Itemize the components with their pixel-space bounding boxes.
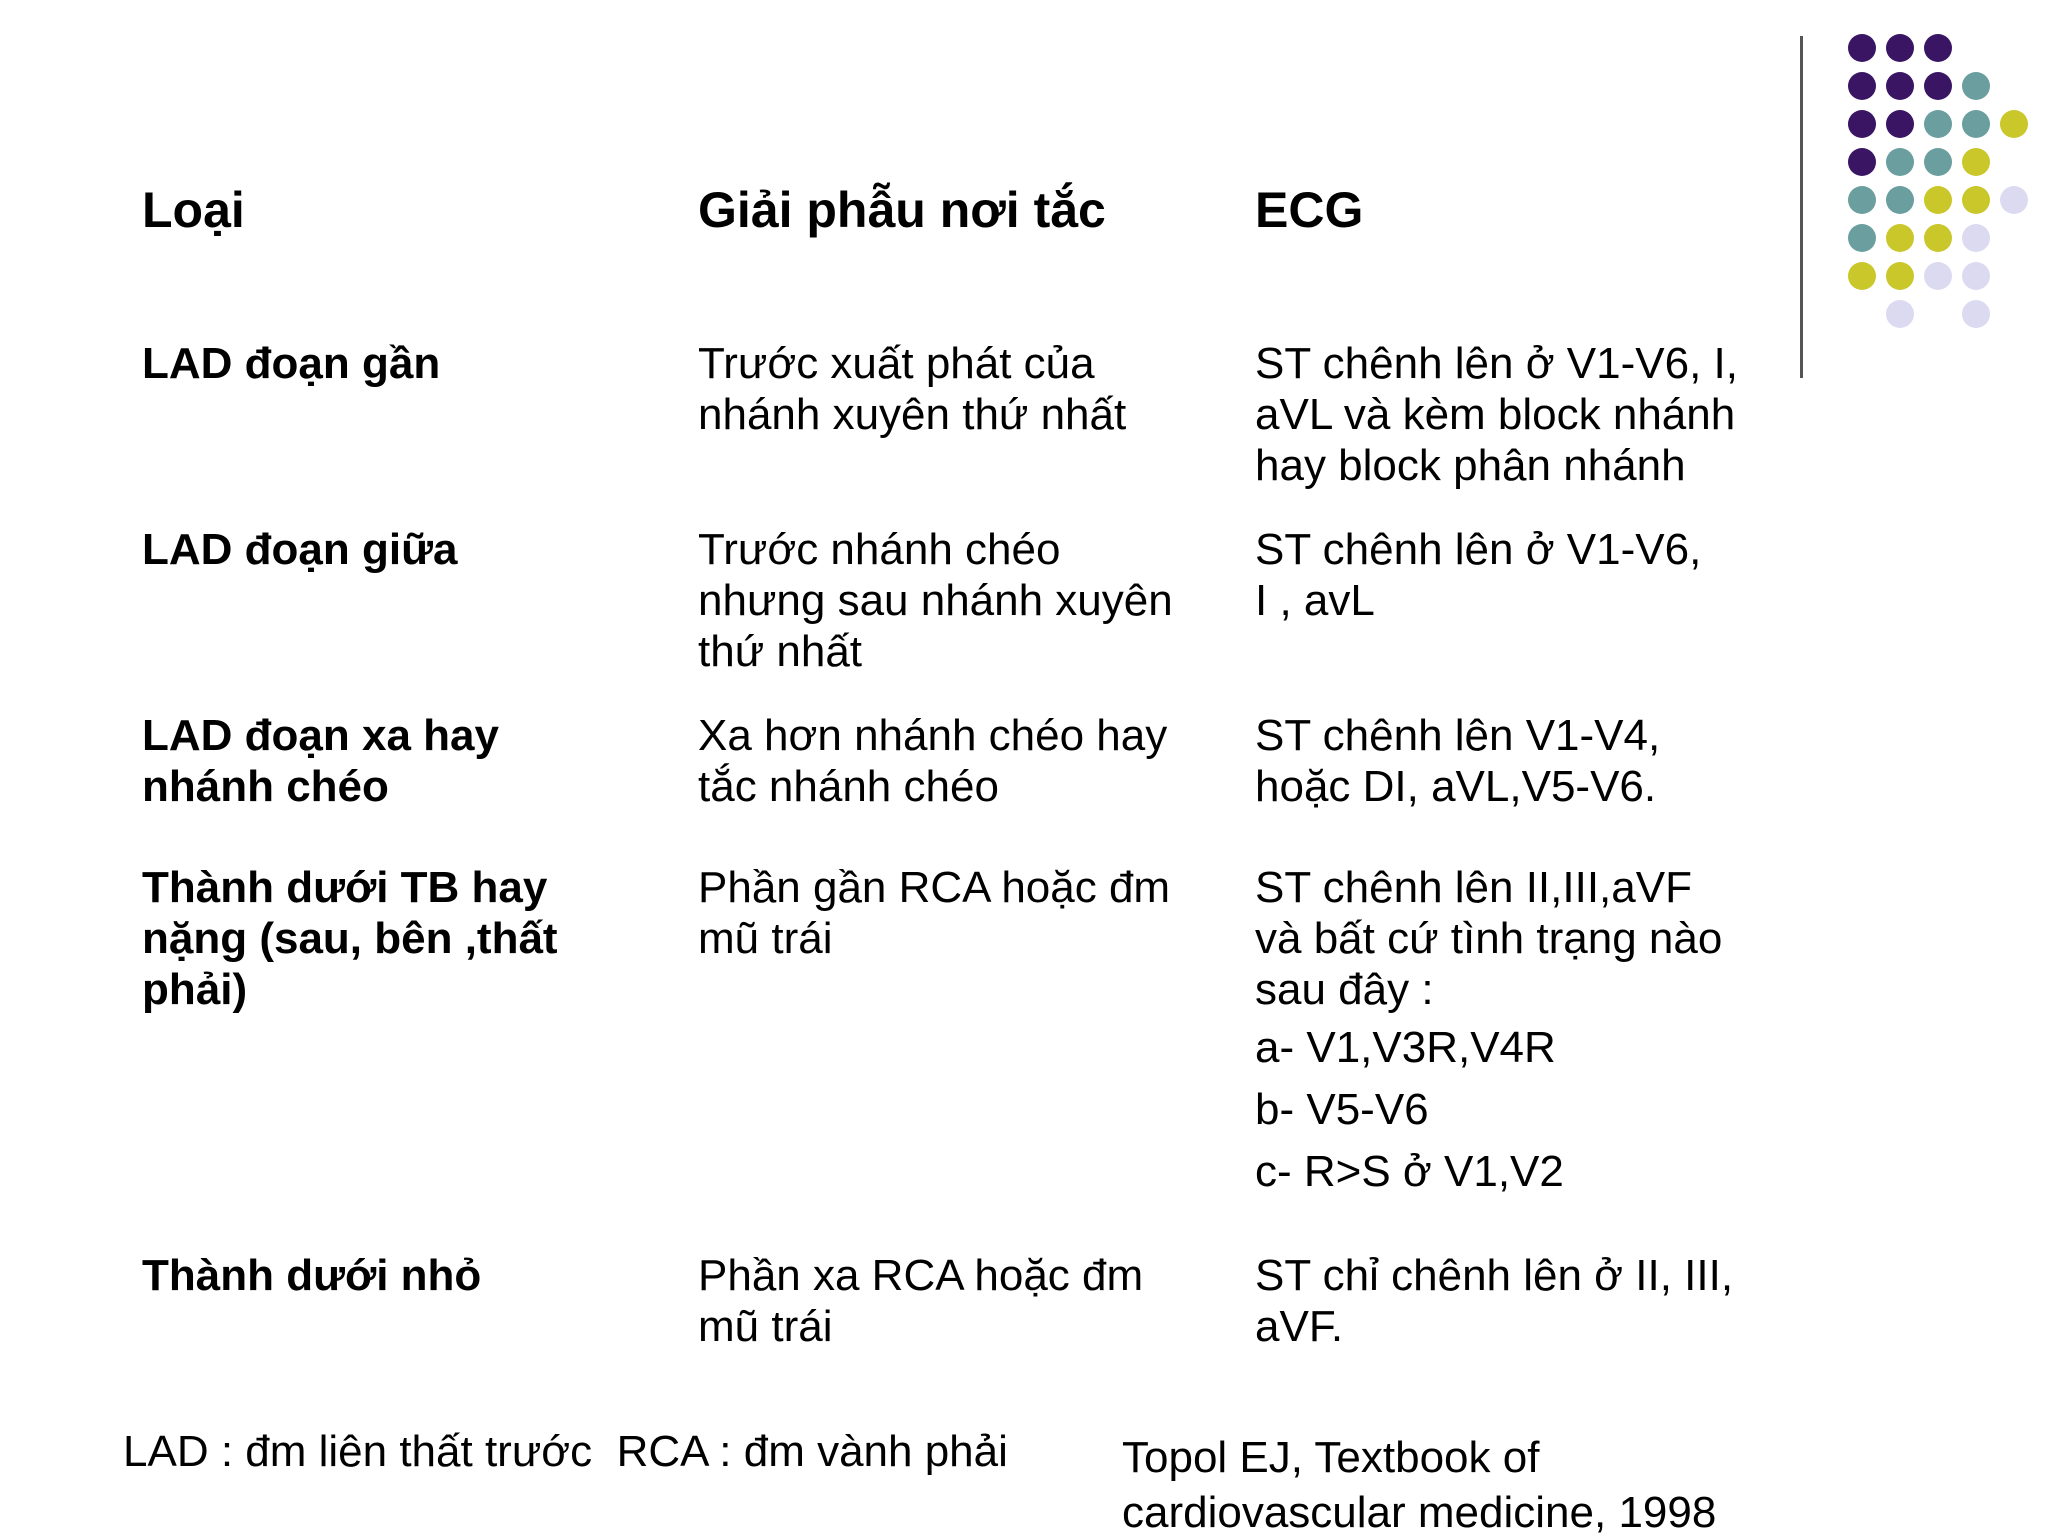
decorative-dot bbox=[1924, 148, 1952, 176]
decorative-dot bbox=[1962, 110, 1990, 138]
decorative-dot bbox=[1886, 224, 1914, 252]
row2-ecg: ST chênh lên ở V1-V6, I , avL bbox=[1255, 525, 1702, 625]
decorative-dot bbox=[1886, 34, 1914, 62]
decorative-dot bbox=[2000, 110, 2028, 138]
row1-type: LAD đoạn gần bbox=[142, 339, 441, 388]
decorative-dot bbox=[1848, 72, 1876, 100]
decorative-dot bbox=[1924, 72, 1952, 100]
decorative-dot bbox=[1886, 148, 1914, 176]
row4-type: Thành dưới TB hay nặng (sau, bên ,thất phải) bbox=[142, 863, 558, 1014]
decorative-dot bbox=[1962, 186, 1990, 214]
decorative-dot bbox=[1848, 34, 1876, 62]
decorative-dot bbox=[1886, 300, 1914, 328]
decorative-dot bbox=[1962, 72, 1990, 100]
row2-type: LAD đoạn giữa bbox=[142, 525, 458, 574]
decorative-dot bbox=[1886, 186, 1914, 214]
row3-ecg: ST chênh lên V1-V4, hoặc DI, aVL,V5-V6. bbox=[1255, 711, 1661, 811]
decorative-dot bbox=[1924, 186, 1952, 214]
decorative-dot bbox=[1848, 110, 1876, 138]
row2-anatomy: Trước nhánh chéo nhưng sau nhánh xuyên thứ nhất bbox=[698, 525, 1173, 676]
decorative-dot bbox=[2000, 186, 2028, 214]
row1-anatomy: Trước xuất phát của nhánh xuyên thứ nhất bbox=[698, 339, 1127, 439]
row4-ecg-item-a: a- V1,V3R,V4R bbox=[1255, 1023, 1556, 1072]
row5-type: Thành dưới nhỏ bbox=[142, 1251, 482, 1300]
decorative-dot bbox=[1924, 34, 1952, 62]
row4-ecg-item-b: b- V5-V6 bbox=[1255, 1085, 1429, 1134]
vertical-divider-line bbox=[1800, 36, 1803, 378]
decorative-dot bbox=[1848, 224, 1876, 252]
row4-ecg-item-c: c- R>S ở V1,V2 bbox=[1255, 1147, 1564, 1196]
row5-ecg: ST chỉ chênh lên ở II, III, aVF. bbox=[1255, 1251, 1734, 1351]
row3-type: LAD đoạn xa hay nhánh chéo bbox=[142, 711, 499, 811]
row5-anatomy: Phần xa RCA hoặc đm mũ trái bbox=[698, 1251, 1144, 1351]
decorative-dot bbox=[1848, 186, 1876, 214]
decorative-dot bbox=[1924, 262, 1952, 290]
decorative-dot bbox=[1886, 110, 1914, 138]
header-anatomy: Giải phẫu nơi tắc bbox=[698, 182, 1106, 238]
decorative-dot bbox=[1962, 148, 1990, 176]
citation: Topol EJ, Textbook of cardiovascular medicine, 1998 bbox=[1122, 1433, 1717, 1537]
header-ecg: ECG bbox=[1255, 182, 1364, 238]
row1-ecg: ST chênh lên ở V1-V6, I, aVL và kèm block nhánh hay block phân nhánh bbox=[1255, 339, 1738, 490]
abbreviations-note: LAD : đm liên thất trước RCA : đm vành phải bbox=[123, 1427, 1008, 1476]
decorative-dot bbox=[1924, 224, 1952, 252]
decorative-dot bbox=[1962, 262, 1990, 290]
row4-anatomy: Phần gần RCA hoặc đm mũ trái bbox=[698, 863, 1171, 963]
decorative-dot bbox=[1886, 262, 1914, 290]
header-type: Loại bbox=[142, 182, 245, 238]
decorative-dot bbox=[1848, 148, 1876, 176]
decorative-dot bbox=[1848, 262, 1876, 290]
row3-anatomy: Xa hơn nhánh chéo hay tắc nhánh chéo bbox=[698, 711, 1168, 811]
decorative-dot bbox=[1962, 224, 1990, 252]
row4-ecg: ST chênh lên II,III,aVF và bất cứ tình trạng nào sau đây : bbox=[1255, 863, 1723, 1014]
decorative-dot bbox=[1924, 110, 1952, 138]
decorative-dot bbox=[1962, 300, 1990, 328]
decorative-dot bbox=[1886, 72, 1914, 100]
